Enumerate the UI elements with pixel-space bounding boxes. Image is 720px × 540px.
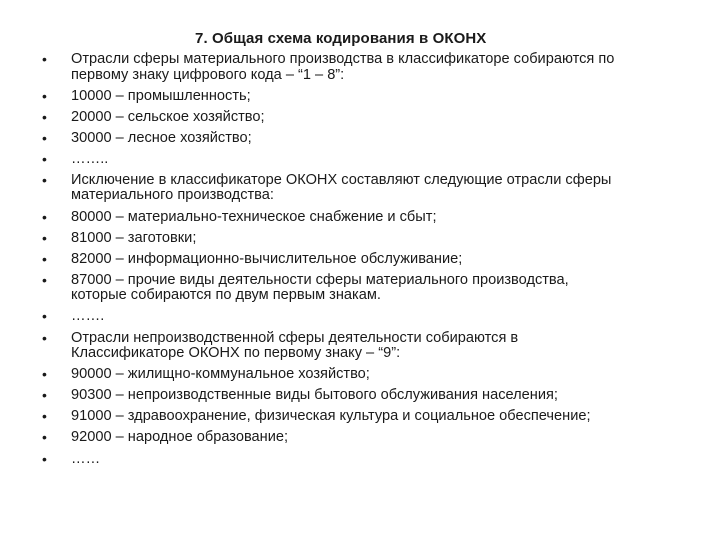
bullet-icon: • [42,87,47,104]
list-item [40,52,690,83]
list-item-text: 81000 – заготовки; [71,229,197,246]
bullet-icon: • [42,229,47,246]
list-item-text: 30000 – лесное хозяйство; [71,129,252,146]
list-item-text: 87000 – прочие виды деятельности сферы материального производства, [71,271,569,288]
list-item [40,131,690,147]
bullet-icon: • [42,150,47,167]
list-item [40,331,690,362]
list-item-text: которые собираются по двум первым знакам. [71,287,381,304]
bullet-icon: • [42,108,47,125]
bullet-icon: • [42,51,47,67]
list-item [40,110,690,126]
slide-title: 7. Общая схема кодирования в ОКОНХ [195,30,487,47]
bullet-icon: • [42,366,47,383]
list-item [40,173,690,204]
list-item [40,231,690,247]
list-item [40,452,690,468]
list-item-text: Отрасли сферы материального производства в классификаторе собираются по [71,51,615,67]
list-item-text: …….. [71,150,109,167]
list-item [40,252,690,268]
list-item-text: 90300 – непроизводственные виды бытового обслуживания населения; [71,387,558,404]
list-item [40,367,690,383]
bullet-icon: • [42,387,47,404]
bullet-icon: • [42,129,47,146]
bullet-icon: • [42,171,47,188]
bullet-icon: • [42,329,47,346]
bullet-icon: • [42,208,47,225]
bullet-list [40,52,690,473]
bullet-icon: • [42,450,47,467]
bullet-icon: • [42,271,47,288]
list-item [40,388,690,404]
list-item-text: первому знаку цифрового кода – “1 – 8”: [71,66,345,83]
list-item [40,430,690,446]
list-item-text: Исключение в классификаторе ОКОНХ составляют следующие отрасли сферы [71,171,612,188]
list-item-text: материального производства: [71,187,274,204]
list-item-text: ……. [71,308,105,325]
list-item-text: 10000 – промышленность; [71,87,251,104]
list-item-text: 91000 – здравоохранение, физическая культура и социальное обеспечение; [71,408,591,425]
list-item [40,152,690,168]
list-item-text: 82000 – информационно-вычислительное обслуживание; [71,250,463,267]
list-item-text: 92000 – народное образование; [71,429,289,446]
list-item [40,210,690,226]
bullet-icon: • [42,308,47,325]
list-item [40,273,690,304]
list-item-text: …… [71,450,101,467]
list-item-text: Классификаторе ОКОНХ по первому знаку – “9”: [71,345,401,362]
list-item [40,409,690,425]
list-item-text: 20000 – сельское хозяйство; [71,108,265,125]
bullet-icon: • [42,250,47,267]
bullet-icon: • [42,429,47,446]
list-item [40,309,690,325]
list-item-text: 90000 – жилищно-коммунальное хозяйство; [71,366,370,383]
list-item-text: 80000 – материально-техническое снабжение и сбыт; [71,208,437,225]
list-item [40,89,690,105]
bullet-icon: • [42,408,47,425]
list-item-text: Отрасли непроизводственной сферы деятельности собираются в [71,329,519,346]
